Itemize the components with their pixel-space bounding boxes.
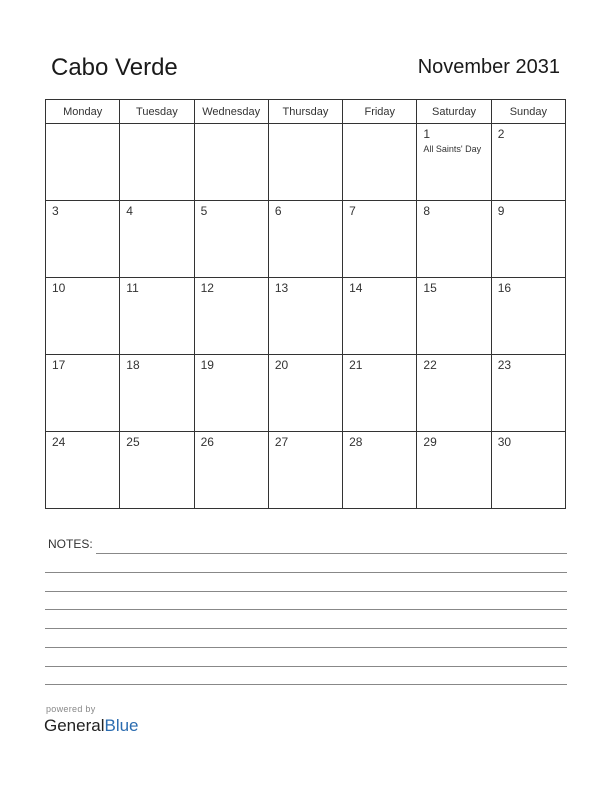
day-number: 23 bbox=[497, 358, 512, 372]
day-cell[interactable] bbox=[46, 355, 120, 432]
note-line bbox=[45, 591, 567, 592]
weekday-header: Friday bbox=[343, 100, 417, 124]
day-cell[interactable] bbox=[417, 124, 491, 201]
calendar-grid bbox=[45, 99, 566, 509]
day-number: 18 bbox=[126, 358, 140, 372]
day-cell[interactable] bbox=[491, 278, 565, 355]
week-row bbox=[46, 432, 566, 509]
day-number: 16 bbox=[497, 281, 512, 295]
note-line bbox=[96, 553, 567, 554]
day-number: 4 bbox=[126, 204, 133, 218]
holiday-label: All Saints' Day bbox=[423, 144, 482, 154]
brand-blue-text: Blue bbox=[104, 716, 139, 735]
weekday-header: Thursday bbox=[268, 100, 342, 124]
weekday-header: Tuesday bbox=[120, 100, 194, 124]
day-cell[interactable] bbox=[120, 355, 194, 432]
day-number: 14 bbox=[349, 281, 363, 295]
week-row bbox=[46, 355, 566, 432]
weekday-header: Sunday bbox=[491, 100, 565, 124]
day-cell[interactable] bbox=[120, 432, 194, 509]
day-number: 8 bbox=[423, 204, 431, 218]
day-number: 24 bbox=[52, 435, 66, 449]
day-cell[interactable] bbox=[46, 432, 120, 509]
day-cell[interactable] bbox=[268, 432, 342, 509]
day-cell[interactable] bbox=[491, 432, 565, 509]
day-number: 26 bbox=[200, 435, 214, 449]
day-cell[interactable] bbox=[120, 278, 194, 355]
note-line bbox=[45, 572, 567, 573]
day-cell[interactable] bbox=[417, 201, 491, 278]
day-cell[interactable] bbox=[417, 432, 491, 509]
empty-day-cell bbox=[120, 124, 194, 201]
note-line bbox=[45, 647, 567, 648]
day-number: 2 bbox=[497, 127, 505, 141]
day-cell[interactable] bbox=[120, 201, 194, 278]
day-number: 28 bbox=[349, 435, 363, 449]
day-cell[interactable] bbox=[46, 201, 120, 278]
calendar-body bbox=[46, 124, 566, 509]
day-cell[interactable] bbox=[268, 278, 342, 355]
day-cell[interactable] bbox=[268, 201, 342, 278]
week-row bbox=[46, 201, 566, 278]
day-cell[interactable] bbox=[343, 278, 417, 355]
day-cell[interactable] bbox=[194, 432, 268, 509]
calendar-country-title: Cabo Verde bbox=[51, 54, 178, 81]
day-cell[interactable] bbox=[491, 201, 565, 278]
day-cell[interactable] bbox=[46, 278, 120, 355]
day-cell[interactable] bbox=[194, 278, 268, 355]
day-cell[interactable] bbox=[491, 355, 565, 432]
powered-by-text: powered by bbox=[46, 704, 96, 714]
day-cell[interactable] bbox=[343, 201, 417, 278]
note-line bbox=[45, 666, 567, 667]
day-number: 9 bbox=[497, 204, 505, 218]
day-number: 21 bbox=[349, 358, 363, 372]
day-number: 29 bbox=[423, 435, 437, 449]
day-number: 10 bbox=[52, 281, 66, 295]
day-number: 12 bbox=[200, 281, 214, 295]
day-cell[interactable] bbox=[417, 355, 491, 432]
day-number: 1 bbox=[423, 127, 431, 141]
day-cell[interactable] bbox=[194, 355, 268, 432]
empty-day-cell bbox=[343, 124, 417, 201]
empty-day-cell bbox=[268, 124, 342, 201]
day-cell[interactable] bbox=[491, 124, 565, 201]
generalblue-logo[interactable] bbox=[44, 716, 139, 736]
calendar-month-title: November 2031 bbox=[417, 56, 560, 78]
note-line bbox=[45, 609, 567, 610]
day-cell[interactable] bbox=[343, 432, 417, 509]
day-number: 13 bbox=[274, 281, 289, 295]
day-number: 27 bbox=[274, 435, 289, 449]
day-number: 20 bbox=[274, 358, 289, 372]
day-number: 19 bbox=[200, 358, 214, 372]
weekday-header: Saturday bbox=[417, 100, 491, 124]
note-line bbox=[45, 628, 567, 629]
brand-general-text: General bbox=[44, 716, 105, 735]
day-number: 30 bbox=[497, 435, 512, 449]
weekday-header: Wednesday bbox=[194, 100, 268, 124]
empty-day-cell bbox=[194, 124, 268, 201]
week-row bbox=[46, 278, 566, 355]
day-cell[interactable] bbox=[417, 278, 491, 355]
day-number: 17 bbox=[52, 358, 66, 372]
weekday-header-row bbox=[46, 100, 566, 124]
day-cell[interactable] bbox=[194, 201, 268, 278]
day-number: 25 bbox=[126, 435, 140, 449]
day-cell[interactable] bbox=[268, 355, 342, 432]
day-number: 11 bbox=[126, 281, 139, 295]
day-cell[interactable] bbox=[343, 355, 417, 432]
day-number: 22 bbox=[423, 358, 437, 372]
day-number: 7 bbox=[349, 204, 356, 218]
day-number: 15 bbox=[423, 281, 437, 295]
day-number: 3 bbox=[52, 204, 59, 218]
week-row bbox=[46, 124, 566, 201]
weekday-header: Monday bbox=[46, 100, 120, 124]
day-number: 5 bbox=[200, 204, 208, 218]
note-line bbox=[45, 684, 567, 685]
day-number: 6 bbox=[274, 204, 282, 218]
empty-day-cell bbox=[46, 124, 120, 201]
notes-label: NOTES: bbox=[48, 537, 93, 551]
